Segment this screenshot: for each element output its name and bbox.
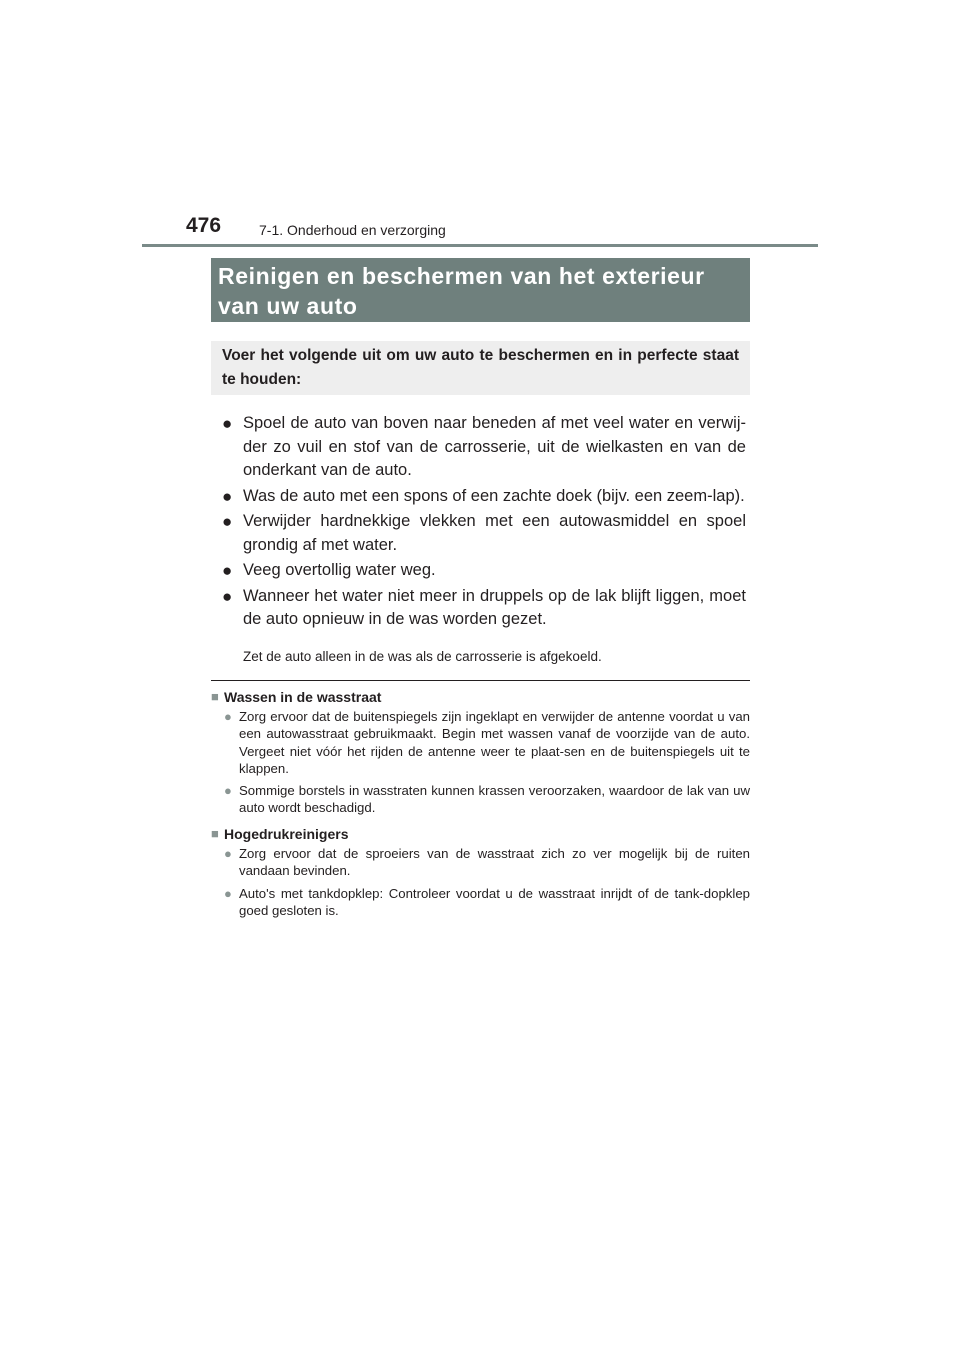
list-item [222,559,746,583]
step-text: Spoel de auto van boven naar beneden af met veel water en verwij-der zo vuil en stof van de carrosserie, uit de wielkasten en van de onderkant van de auto. [243,414,746,479]
section-title-line-2: van uw auto [218,293,358,319]
cooling-note: Zet de auto alleen in de was als de carrosserie is afgekoeld. [243,649,602,664]
sub-item-text: Zorg ervoor dat de buitenspiegels zijn ingeklapt en verwijder de antenne voordat u van een autowasstraat gebruikmaakt. Begin met wassen vanaf de voorzijde van de auto. Vergeet niet vóór het rijden de antenne weer te plaat-sen en de buitenspiegels uit te klappen. [239,709,750,776]
bullet-icon: ● [222,512,233,531]
list-item [211,845,750,880]
page-number: 476 [186,214,222,237]
list-item [222,585,746,632]
list-item [211,708,750,777]
sub-item-text: Zorg ervoor dat de sproeiers van de wasstraat zich zo ver mogelijk bij de ruiten vandaan bevinden. [239,846,750,879]
header-divider [142,244,818,247]
sub-item-text: Auto's met tankdopklep: Controleer voordat u de wasstraat inrijdt of de tank-dopklep goed gesloten is. [239,885,750,918]
step-text: Verwijder hardnekkige vlekken met een autowasmiddel en spoel grondig af met water. [243,512,746,554]
square-icon: ■ [211,826,219,841]
square-icon: ■ [211,689,219,704]
sub-heading-text: Wassen in de wasstraat [224,689,382,705]
sub-item-text: Sommige borstels in wasstraten kunnen krassen veroorzaken, waardoor de lak van uw auto wordt beschadigd. [239,783,750,816]
section-title-line-1: Reinigen en beschermen van het exterieur [218,263,705,289]
list-item [222,412,746,483]
bullet-icon: ● [222,414,233,433]
list-item [222,485,746,509]
bullet-icon: ● [224,846,232,861]
step-text: Wanneer het water niet meer in druppels op de lak blijft liggen, moet de auto opnieuw in de was worden gezet. [243,586,746,628]
step-text: Was de auto met een spons of een zachte doek (bijv. een zeem-lap). [243,486,745,505]
bullet-icon: ● [222,561,233,580]
sub-heading-text: Hogedrukreinigers [224,826,349,842]
sub-heading [211,688,750,706]
intro-text: Voer het volgende uit om uw auto te beschermen en in perfecte staat te houden: [211,341,750,395]
pressure-washer-section [211,825,750,924]
sub-heading [211,825,750,843]
chapter-title: 7-1. Onderhoud en verzorging [259,222,446,238]
bullet-icon: ● [222,586,233,606]
step-text: Veeg overtollig water weg. [243,561,436,579]
bullet-icon: ● [224,885,232,901]
car-wash-section [211,688,750,822]
section-divider [211,680,750,681]
section-title [211,258,750,322]
steps-list [222,412,746,634]
bullet-icon: ● [224,709,232,724]
list-item [211,782,750,817]
list-item [211,885,750,920]
list-item [222,510,746,557]
bullet-icon: ● [224,783,232,799]
bullet-icon: ● [222,486,233,506]
